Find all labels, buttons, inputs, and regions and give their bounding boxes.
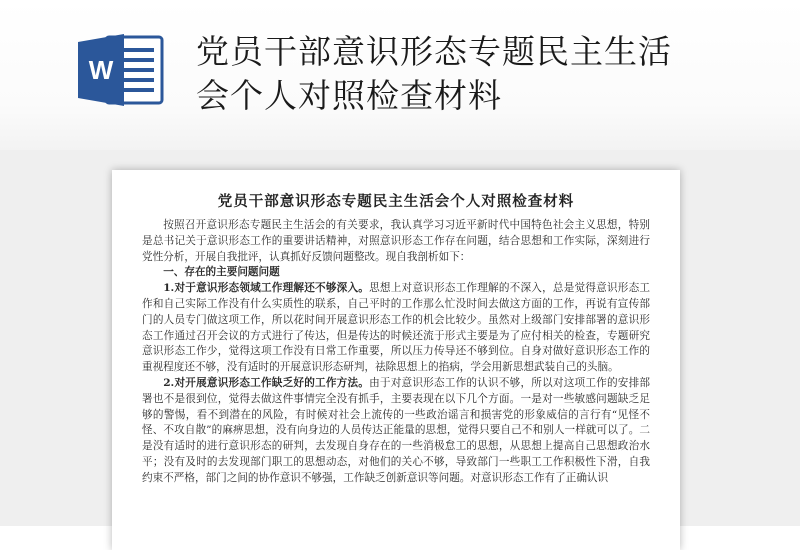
document-body [142, 218, 650, 487]
intro-paragraph: 按照召开意识形态专题民主生活会的有关要求，我认真学习习近平新时代中国特色社会主义思想，特别是总书记关于意识形态工作的重要讲话精神，对照意识形态工作存在问题，结合思想和工作实际，深刻进行党性分析，开展自我批评，认真抓好反馈问题整改。现自我剖析如下： [142, 219, 650, 263]
item-1-paragraph [142, 281, 650, 376]
item-1-text: 思想上对意识形态工作理解的不深入，总是觉得意识形态工作和自己实际工作没有什么实质性的联系，自己平时的工作那么忙没时间去做这方面的工作，再说有宣传部门的人员专门做这项工作，所以花时间开展意识形态工作的机会比较少。虽然对上级部门安排部署的意识形态工作通过召开会议的方式进行了传达，但是传达的时候还流于形式主要是为了应付相关的检查，专题研究意识形态工作少，觉得这项工作没有日常工作重要，所以压力传导还不够到位。自身对做好意识形态工作的重视程度还不够，没有适时的开展意识形态研判，祛除思想上的掐病，学会用新思想武装自己的头脑。 [142, 282, 650, 374]
section-heading: 一、存在的主要问题问题 [163, 266, 280, 279]
header-banner [0, 0, 800, 150]
title-line-1: 党员干部意识形态专题民主生活 [196, 32, 672, 71]
item-2-paragraph [142, 376, 650, 487]
item-2-heading: 2.对开展意识形态工作缺乏好的工作方法。 [163, 376, 370, 389]
document-title: 党员干部意识形态专题民主生活会个人对照检查材料 [217, 193, 575, 210]
title-line-2: 会个人对照检查材料 [196, 76, 502, 115]
page-title [196, 30, 776, 118]
word-icon-letter: W [88, 55, 114, 85]
item-1-heading: 1.对于意识形态领域工作理解还不够深入。 [163, 282, 370, 295]
document-page [112, 170, 680, 550]
item-2-text: 由于对意识形态工作的认识不够，所以对这项工作的安排部署也不是很到位，觉得去做这件事情完全没有抓手，主要表现在以下几个方面。一是对一些敏感问题缺乏足够的警惕，看不到潜在的风险，有时候对社会上流传的一些政治谣言和损害党的形象威信的言行有“见怪不怪、不攻自散”的麻痹思想，没有向身边的人员传达正能量的思想，觉得只要自己不和别人一样就可以了。二是没有适时的进行意识形态的研判，去发现自身存在的一些消极怠工的思想，从思想上提高自己思想政治水平；没有及时的去发现部门职工的思想动态，对他们的关心不够，导致部门一些职工工作积极性下滑，自我约束不严格，部门之间的协作意识不够强，工作缺乏创新意识等问题。对意识形态工作有了正确认识 [142, 376, 650, 484]
word-doc-icon [76, 33, 166, 107]
